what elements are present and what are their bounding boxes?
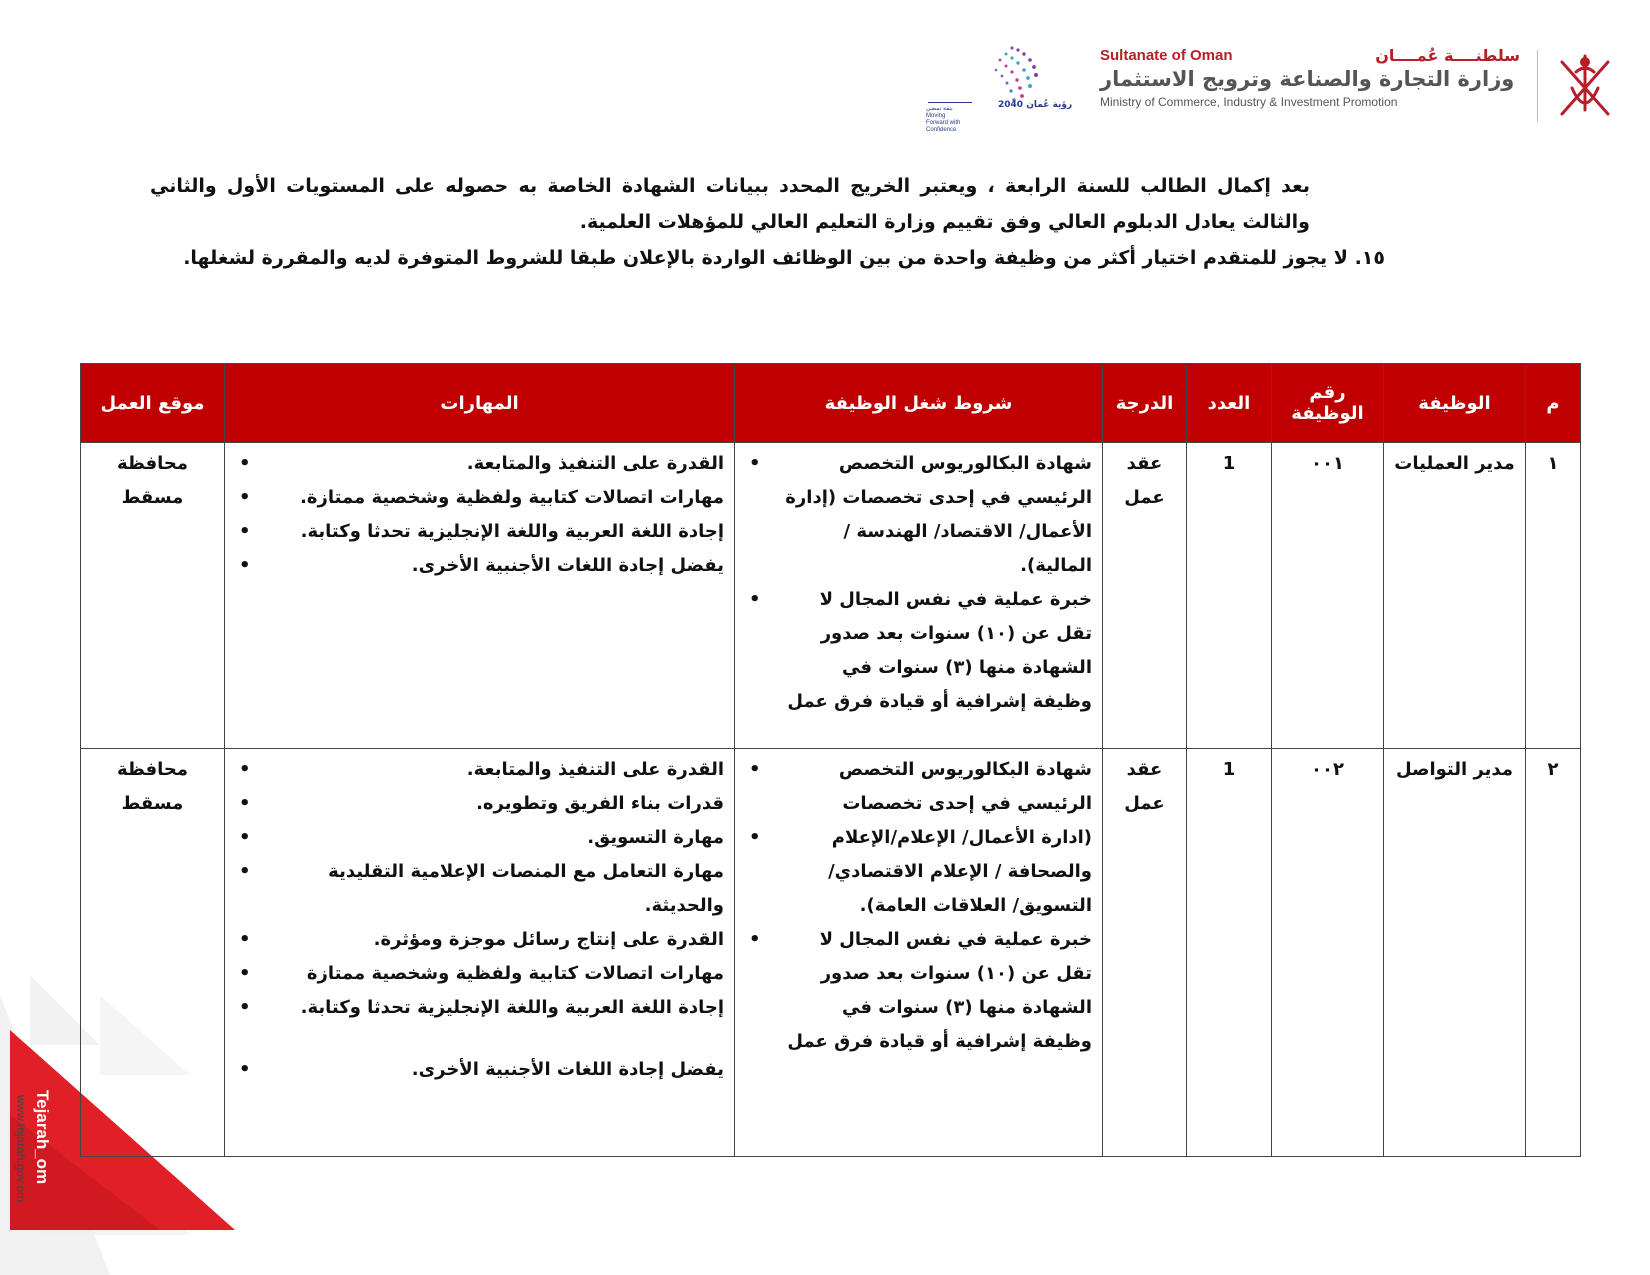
vision-tagline-en: Moving Forward with Confidence (926, 113, 961, 133)
cell-index: ٢ (1526, 749, 1581, 1157)
list-item: (ادارة الأعمال/ الإعلام/الإعلام والصحافة / الإعلام الاقتصادي/ التسويق/ العلاقات العامة). • (745, 821, 1092, 923)
cell-location: محافظة مسقط (81, 749, 225, 1157)
list-item: القدرة على إنتاج رسائل موجزة ومؤثرة. • (235, 923, 724, 957)
cell-conditions (735, 749, 1103, 1157)
intro-paragraph-2: ١٥. لا يجوز للمتقدم اختيار أكثر من وظيفة واحدة من بين الوظائف الواردة بالإعلان طبقا للشروط المتوفرة لديه والمقررة لشغلها. (183, 247, 1385, 269)
list-item: شهادة البكالوريوس التخصص الرئيسي في إحدى تخصصات • (745, 753, 1092, 821)
letterhead (920, 40, 1620, 133)
list-item: القدرة على التنفيذ والمتابعة. • (235, 447, 724, 481)
cell-count: 1 (1187, 443, 1272, 749)
list-item: خبرة عملية في نفس المجال لا تقل عن (١٠) سنوات بعد صدور الشهادة منها (٣) سنوات في وظيفة إشرافية أو قيادة فرق عمل • (745, 923, 1092, 1059)
header-job-number: رقم الوظيفة (1272, 364, 1384, 443)
cell-skills (225, 443, 735, 749)
header-conditions: شروط شغل الوظيفة (735, 364, 1103, 443)
cell-grade: عقد عمل (1103, 749, 1187, 1157)
cell-skills (225, 749, 735, 1157)
list-item: مهارة التعامل مع المنصات الإعلامية التقليدية والحديثة. • (235, 855, 724, 923)
cell-grade: عقد عمل (1103, 443, 1187, 749)
header-skills: المهارات (225, 364, 735, 443)
vision-tagline (926, 106, 966, 134)
vision-tagline-ar: بثقة نمضي (926, 106, 953, 112)
header-job: الوظيفة (1384, 364, 1526, 443)
oman-vision-2040-logo (920, 40, 1080, 133)
table-row (81, 749, 1581, 1157)
table-header-row (81, 364, 1581, 443)
intro-paragraph-1: بعد إكمال الطالب للسنة الرابعة ، ويعتبر الخريج المحدد ببيانات الشهادة الخاصة به حصوله على المستويات الأول والثاني والثالث يعادل الدبلوم العالي وفق تقييم وزارة التعليم العالي للمؤهلات العلمية. (150, 175, 1310, 233)
header-grade: الدرجة (1103, 364, 1187, 443)
ministry-name-ar: وزارة التجارة والصناعة وترويج الاستثمار (1100, 67, 1515, 91)
sultanate-en: Sultanate of Oman (1100, 47, 1233, 64)
header-divider (1537, 50, 1538, 122)
cell-job-number: ٠٠٢ (1272, 749, 1384, 1157)
oman-emblem-icon (1550, 48, 1620, 124)
cell-count: 1 (1187, 749, 1272, 1157)
header-location: موقع العمل (81, 364, 225, 443)
cell-job: مدير التواصل (1384, 749, 1526, 1157)
intro-text (150, 168, 1440, 276)
cell-job-number: ٠٠١ (1272, 443, 1384, 749)
ministry-name-en: Ministry of Commerce, Industry & Investment Promotion (1100, 95, 1398, 109)
list-item: مهارة التسويق. • (235, 821, 724, 855)
list-item: خبرة عملية في نفس المجال لا تقل عن (١٠) سنوات بعد صدور الشهادة منها (٣) سنوات في وظيفة إشرافية أو قيادة فرق عمل • (745, 583, 1092, 719)
list-item: إجادة اللغة العربية واللغة الإنجليزية تحدثا وكتابة. • (235, 515, 724, 549)
list-item: يفضل إجادة اللغات الأجنبية الأخرى. • (235, 1053, 724, 1087)
jobs-table (80, 363, 1581, 1157)
cell-job: مدير العمليات (1384, 443, 1526, 749)
list-item: مهارات اتصالات كتابية ولفظية وشخصية ممتازة. • (235, 481, 724, 515)
cell-location: محافظة مسقط (81, 443, 225, 749)
ministry-name-block (1100, 46, 1520, 109)
header-index: م (1526, 364, 1581, 443)
list-item: يفضل إجادة اللغات الأجنبية الأخرى. • (235, 549, 724, 583)
list-item: مهارات اتصالات كتابية ولفظية وشخصية ممتازة • (235, 957, 724, 991)
tejarah-website: www.tejarah.gov.om (14, 1095, 28, 1203)
sultanate-ar: سلطنــــة عُمــــان (1375, 46, 1520, 65)
tejarah-handle: Tejarah_om (33, 1090, 52, 1185)
vision-title-ar: رؤية عُمان 2040 (998, 100, 1073, 110)
header-count: العدد (1187, 364, 1272, 443)
list-item: قدرات بناء الفريق وتطويره. • (235, 787, 724, 821)
list-item: إجادة اللغة العربية واللغة الإنجليزية تحدثا وكتابة. • (235, 991, 724, 1025)
cell-index: ١ (1526, 443, 1581, 749)
table-row (81, 443, 1581, 749)
list-item: القدرة على التنفيذ والمتابعة. • (235, 753, 724, 787)
cell-conditions (735, 443, 1103, 749)
list-item: شهادة البكالوريوس التخصص الرئيسي في إحدى تخصصات (إدارة الأعمال/ الاقتصاد/ الهندسة / المالية). • (745, 447, 1092, 583)
